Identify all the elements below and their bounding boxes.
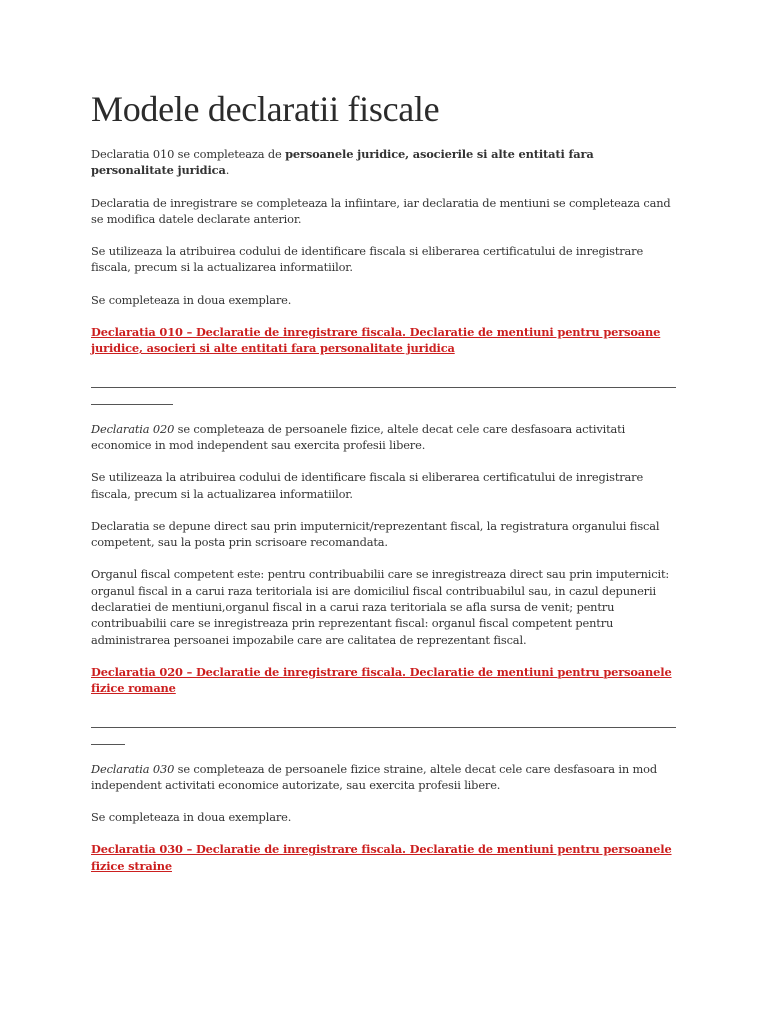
section-020-paragraph-4: Organul fiscal competent este: pentru contribuabilii care se inregistreaza direct sau prin imputernicit: organul fiscal in a carui raza teritoriala isi are domiciliul fiscal contribuabilul sau, in cazul depunerii declaratiei de mentiuni,organul fiscal in a carui raza teritoriala se afla sursa de venit; pentru contribuabilii care se inregistreaza prin reprezentant fiscal: organul fiscal competent pentru administrarea persoanei impozabile care are calitatea de reprezentant fiscal. [91,567,670,647]
section-030-intro-italic: Declaratia 030 [91,761,175,776]
section-020-intro-italic: Declaratia 020 [91,421,175,436]
separator-line-part [91,392,173,405]
section-020-intro [91,421,676,454]
declaratia-030-link[interactable]: Declaratia 030 – Declaratie de inregistrare fiscala. Declaratie de mentiuni pentru persoanele fizice straine [91,842,672,873]
separator-line-part [91,375,676,388]
section-030-paragraph-2: Se completeaza in doua exemplare. [91,810,292,825]
section-030-link-paragraph [91,841,676,874]
section-010-intro-prefix: Declaratia 010 se completeaza de [91,147,286,161]
section-010-link-paragraph [91,324,676,357]
section-010-intro-bold: persoanele juridice, asocierile si alte entitati fara personalitate juridica [91,147,594,178]
document-body [91,146,676,892]
section-010-intro-suffix: . [225,163,230,178]
section-020-link-paragraph [91,664,676,697]
section-010-paragraph-2: Declaratia de inregistrare se completeaza la infiintare, iar declaratia de mentiuni se completeaza cand se modifica datele declarate anterior. [91,195,671,226]
separator-line [91,715,676,745]
section-020-paragraph-3: Declaratia se depune direct sau prin imputernicit/reprezentant fiscal, la registratura organului fiscal competent, sau la posta prin scrisoare recomandata. [91,518,660,550]
section-010-paragraph-4: Se completeaza in doua exemplare. [91,292,292,307]
section-020-intro-rest: se completeaza de persoanele fizice, altele decat cele care desfasoara activitati economice in mod independent sau exercita profesii libere. [91,421,626,452]
section-010-paragraph-3: Se utilizeaza la atribuirea codului de identificare fiscala si eliberarea certificatului de inregistrare fiscala, precum si la actualizarea informatiilor. [91,244,644,275]
separator-line [91,375,676,405]
section-030-intro-rest: se completeaza de persoanele fizice straine, altele decat cele care desfasoara in mod independent activitati economice autorizate, sau exercita profesii libere. [91,761,657,792]
section-010-intro [91,146,676,179]
page-title: Modele declaratii fiscale [91,89,440,129]
declaratia-010-link[interactable]: Declaratia 010 – Declaratie de inregistrare fiscala. Declaratie de mentiuni pentru persoane juridice, asocieri si alte entitati fara personalitate juridica [91,325,661,356]
section-030-intro [91,761,676,794]
separator-line-part [91,732,125,745]
declaratia-020-link[interactable]: Declaratia 020 – Declaratie de inregistrare fiscala. Declaratie de mentiuni pentru persoanele fizice romane [91,664,672,696]
section-020-paragraph-2: Se utilizeaza la atribuirea codului de identificare fiscala si eliberarea certificatului de inregistrare fiscala, precum si la actualizarea informatiilor. [91,470,644,501]
separator-line-part [91,715,676,728]
